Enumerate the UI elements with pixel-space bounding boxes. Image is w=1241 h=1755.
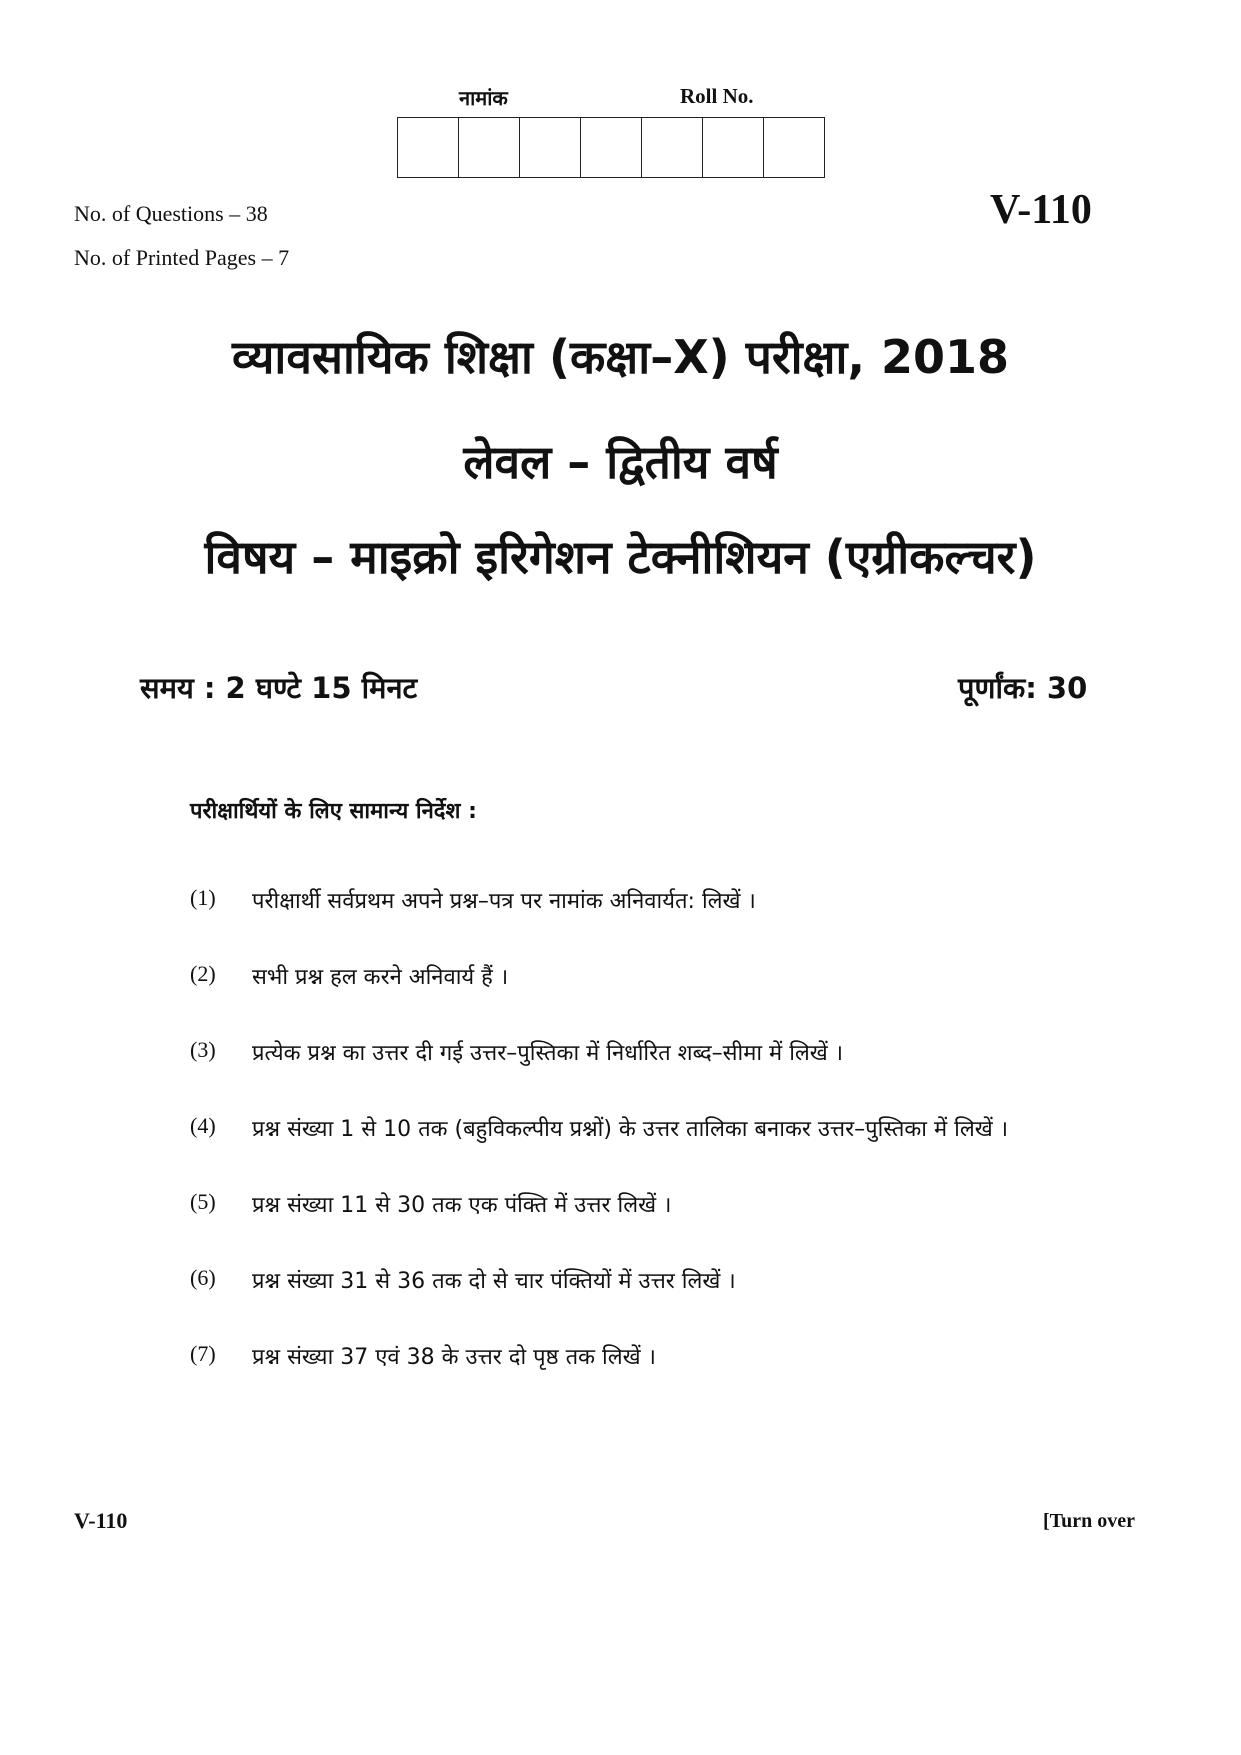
instruction-item bbox=[190, 1037, 843, 1067]
instruction-text: परीक्षार्थी सर्वप्रथम अपने प्रश्न–पत्र पर नामांक अनिवार्यत: लिखें । bbox=[252, 889, 756, 914]
instruction-number: (3) bbox=[190, 1037, 216, 1062]
instruction-item bbox=[190, 885, 756, 915]
instruction-item bbox=[190, 1341, 656, 1371]
roll-number-box bbox=[520, 118, 581, 177]
subject-title: विषय – माइक्रो इरिगेशन टेक्नीशियन (एग्रीकल्चर) bbox=[204, 530, 1037, 584]
instruction-number: (4) bbox=[190, 1113, 216, 1138]
roll-number-box bbox=[459, 118, 520, 177]
roll-number-boxes bbox=[397, 117, 825, 178]
roll-number-box bbox=[642, 118, 703, 177]
instruction-text: सभी प्रश्न हल करने अनिवार्य हैं । bbox=[252, 965, 509, 990]
roll-number-label-hindi: नामांक bbox=[459, 86, 508, 110]
time-allowed: समय : 2 घण्टे 15 मिनट bbox=[140, 671, 418, 705]
instruction-number: (6) bbox=[190, 1265, 216, 1290]
instruction-item bbox=[190, 961, 508, 991]
paper-code: V-110 bbox=[990, 187, 1092, 233]
instruction-text: प्रश्न संख्या 1 से 10 तक (बहुविकल्पीय प्रश्नों) के उत्तर तालिका बनाकर उत्तर–पुस्तिका में लिखें । bbox=[252, 1117, 1009, 1142]
roll-number-box bbox=[764, 118, 824, 177]
instruction-number: (1) bbox=[190, 885, 216, 910]
instruction-number: (2) bbox=[190, 961, 216, 986]
footer-paper-code: V-110 bbox=[74, 1508, 128, 1533]
instruction-text: प्रश्न संख्या 31 से 36 तक दो से चार पंक्तियों में उत्तर लिखें । bbox=[252, 1269, 736, 1294]
instruction-number: (5) bbox=[190, 1189, 216, 1214]
number-of-questions: No. of Questions – 38 bbox=[74, 201, 268, 226]
roll-number-label-english: Roll No. bbox=[680, 84, 754, 108]
turn-over-note: [Turn over bbox=[1043, 1510, 1136, 1532]
maximum-marks: पूर्णांक: 30 bbox=[958, 671, 1088, 705]
number-of-printed-pages: No. of Printed Pages – 7 bbox=[74, 245, 290, 270]
instruction-text: प्रश्न संख्या 37 एवं 38 के उत्तर दो पृष्ठ तक लिखें । bbox=[252, 1345, 656, 1370]
instruction-item bbox=[190, 1189, 671, 1219]
roll-number-box bbox=[703, 118, 764, 177]
instructions-heading: परीक्षार्थियों के लिए सामान्य निर्देश : bbox=[190, 799, 477, 824]
roll-number-box bbox=[581, 118, 642, 177]
exam-title: व्यावसायिक शिक्षा (कक्षा–X) परीक्षा, 2018 bbox=[232, 330, 1009, 384]
instruction-number: (7) bbox=[190, 1341, 216, 1366]
instruction-item bbox=[190, 1113, 1008, 1143]
roll-number-box bbox=[398, 118, 459, 177]
level-title: लेवल – द्वितीय वर्ष bbox=[463, 435, 778, 489]
instruction-text: प्रश्न संख्या 11 से 30 तक एक पंक्ति में उत्तर लिखें । bbox=[252, 1193, 672, 1218]
instruction-text: प्रत्येक प्रश्न का उत्तर दी गई उत्तर–पुस्तिका में निर्धारित शब्द–सीमा में लिखें । bbox=[252, 1041, 844, 1066]
instruction-item bbox=[190, 1265, 736, 1295]
